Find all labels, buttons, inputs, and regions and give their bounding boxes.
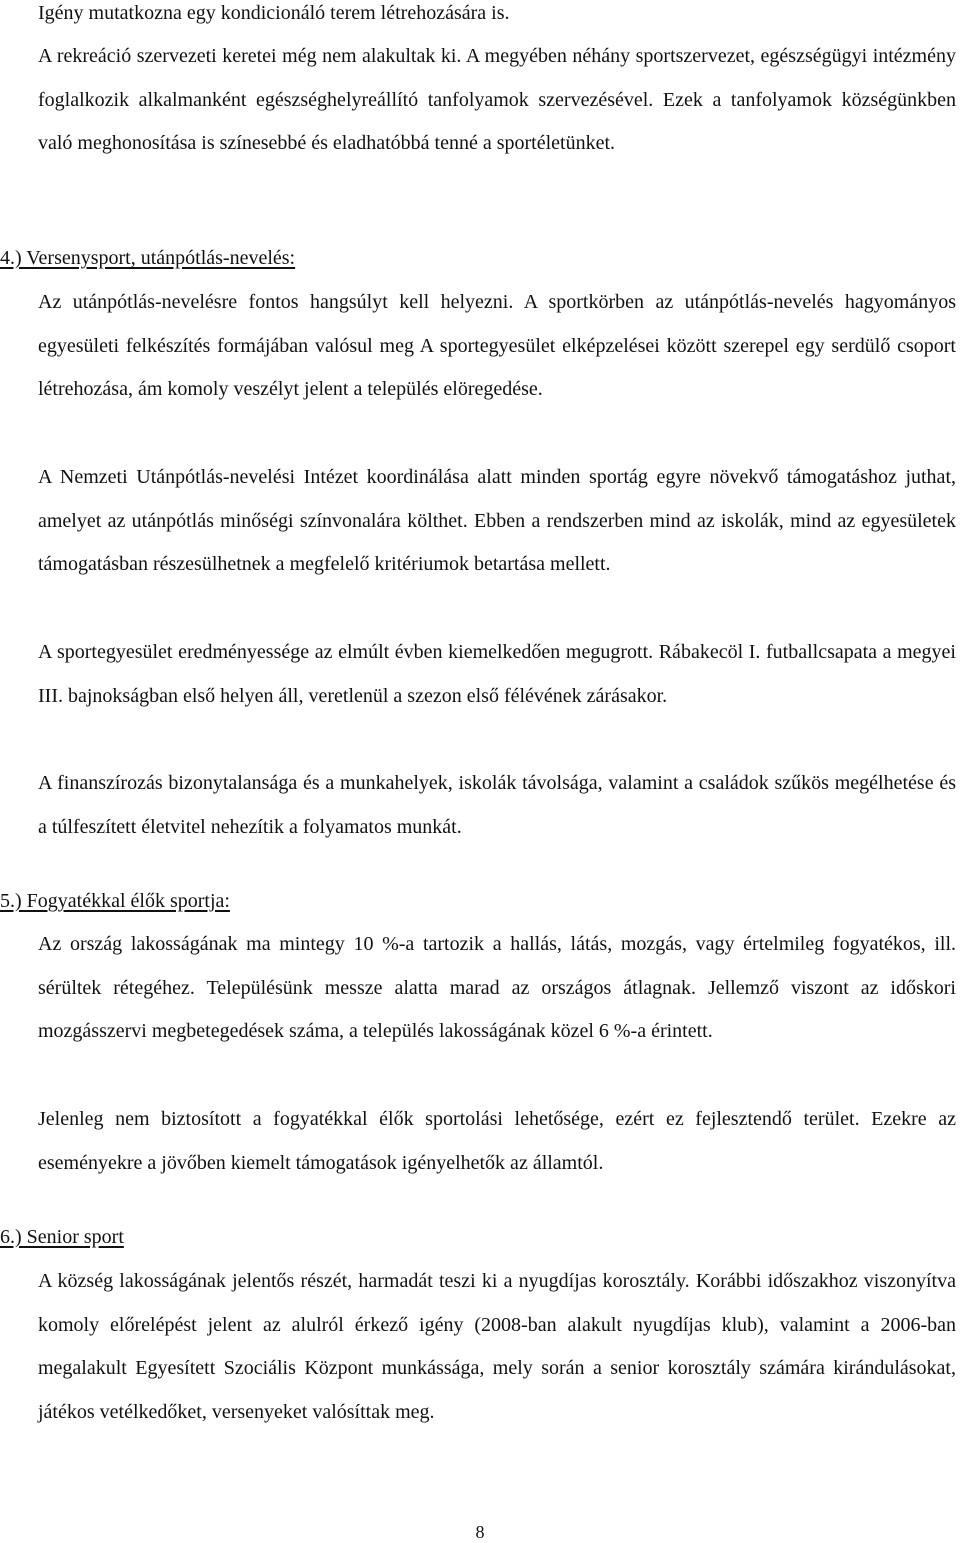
paragraph-national-institute: A Nemzeti Utánpótlás-nevelési Intézet koordinálása alatt minden sportág egyre növekvő támogatáshoz juthat, amelyet az utánpótlás minőségi színvonalára költhet. Ebben a rendszerben mind az iskolák, mind az egyesületek támogatásban részesülhetnek a megfelelő kritériumok betartása mellett. (38, 466, 956, 576)
paragraph-youth-training: Az utánpótlás-nevelésre fontos hangsúlyt kell helyezni. A sportkörben az utánpótlás-nevelés hagyományos egyesületi felkészítés formájában valósul meg A sportegyesület elképzelései között szerepel egy serdülő csoport létrehozása, ám komoly veszélyt jelent a település elöregedése. (38, 291, 956, 401)
heading-competitive-sport: 4.) Versenysport, utánpótlás-nevelés: (0, 247, 296, 269)
paragraph-financing: A finanszírozás bizonytalansága és a munkahelyek, iskolák távolsága, valamint a családok szűkös megélhetése és a túlfeszített életvitel nehezítik a folyamatos munkát. (38, 772, 956, 838)
paragraph-recreation: A rekreáció szervezeti keretei még nem alakultak ki. A megyében néhány sportszervezet, egészségügyi intézmény foglalkozik alkalmanként egészséghelyreállító tanfolyamok szervezésével. Ezek a tanfolyamok községünkben való meghonosítása is színesebbé és eladhatóbbá tenné a sportéletünket. (38, 45, 956, 155)
paragraph-disability-support: Jelenleg nem biztosított a fogyatékkal élők sportolási lehetősége, ezért ez fejlesztendő terület. Ezekre az eseményekre a jövőben kiemelt támogatások igényelhetők az államtól. (38, 1108, 956, 1174)
page-number: 8 (475, 1522, 485, 1542)
paragraph-club-results: A sportegyesület eredményessége az elmúlt évben kiemelkedően megugrott. Rábakecöl I. futballcsapata a megyei III. bajnokságban első helyen áll, veretlenül a szezon első félévének zárásakor. (38, 641, 956, 707)
paragraph-senior-population: A község lakosságának jelentős részét, harmadát teszi ki a nyugdíjas korosztály. Korábbi időszakhoz viszonyítva komoly előrelépést jelent az alulról érkező igény (2008-ban alakult nyugdíjas klub), valamint a 2006-ban megalakult Egyesített Szociális Központ munkássága, mely során a senior korosztály számára kirándulásokat, játékos vetélkedőket, versenyeket valósíttak meg. (38, 1270, 956, 1424)
heading-disabled-sport: 5.) Fogyatékkal élők sportja: (0, 890, 230, 912)
paragraph-conditioning-room: Igény mutatkozna egy kondicionáló terem létrehozására is. (38, 2, 510, 24)
paragraph-disability-statistics: Az ország lakosságának ma mintegy 10 %-a tartozik a hallás, látás, mozgás, vagy értelmileg fogyatékos, ill. sérültek rétegéhez. Településünk messze alatta marad az országos átlagnak. Jellemző viszont az időskori mozgásszervi megbetegedések száma, a település lakosságának közel 6 %-a érintett. (38, 933, 956, 1043)
heading-senior-sport: 6.) Senior sport (0, 1226, 124, 1248)
